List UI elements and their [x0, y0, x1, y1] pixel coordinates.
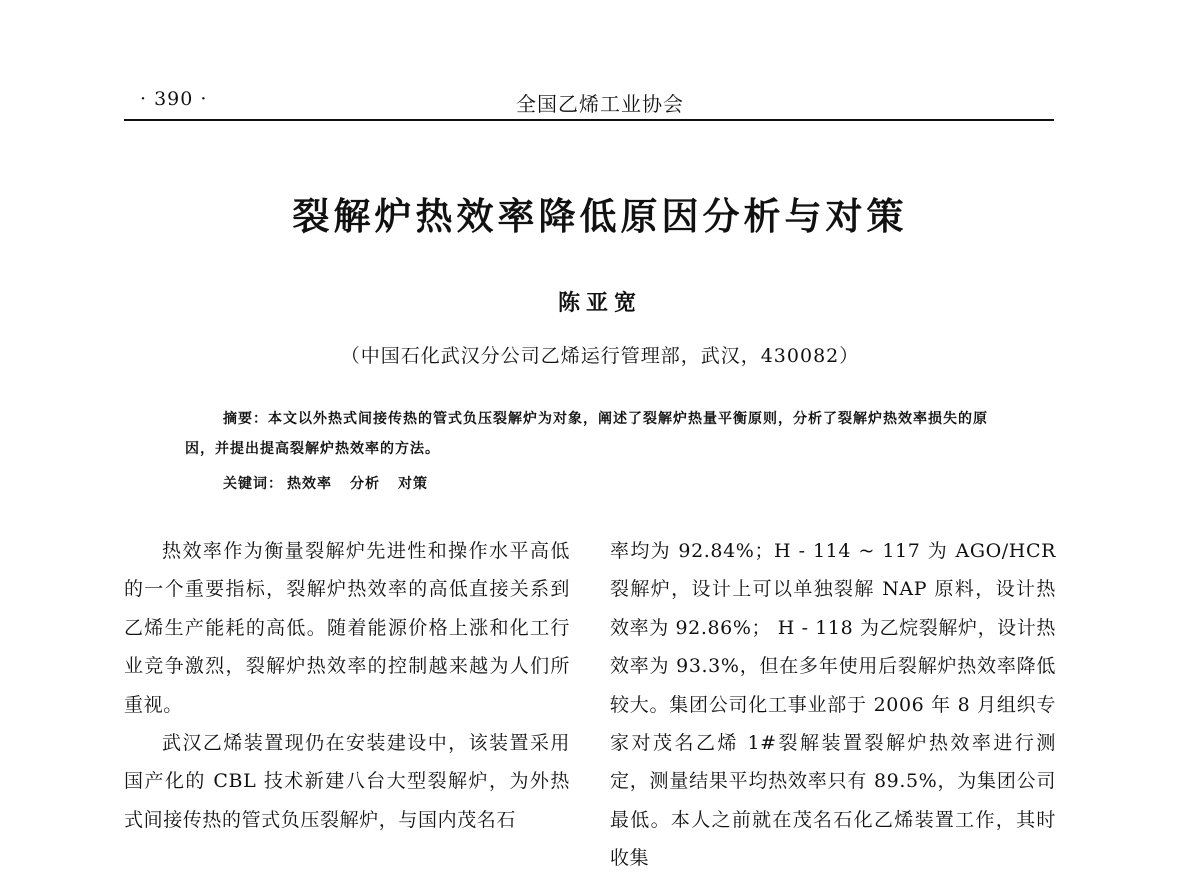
keyword-item: 对策 — [398, 476, 428, 492]
keywords-label: 关键词： — [223, 476, 283, 492]
paper-title: 裂解炉热效率降低原因分析与对策 — [292, 195, 908, 238]
keyword-item: 热效率 — [287, 476, 332, 492]
journal-name: 全国乙烯工业协会 — [516, 92, 684, 116]
abstract — [185, 404, 1015, 464]
body-paragraph: 热效率作为衡量裂解炉先进性和操作水平高低的一个重要指标，裂解炉热效率的高低直接关系到乙烯生产能耗的高低。随着能源价格上涨和化工行业竞争激烈，裂解炉热效率的控制越来越为人们所重视。 — [124, 540, 570, 716]
body-paragraph: 武汉乙烯装置现仍在安装建设中，该装置采用国产化的 CBL 技术新建八台大型裂解炉，为外热式间接传热的管式负压裂解炉，与国内茂名石 — [124, 732, 570, 831]
keyword-item: 分析 — [350, 476, 380, 492]
body-paragraph: 率均为 92.84%；H - 114 ~ 117 为 AGO/HCR 裂解炉，设计上可以单独裂解 NAP 原料，设计热效率为 92.86%； H - 118 为乙烷裂解炉，设计热效率为 93.3%，但在多年使用后裂解炉热效率降低较大。集团公司化工事业部于 2006 年 8 月组织专家对茂名乙烯 1#裂解装置裂解炉热效率进行测定，测量结果平均热效率只有 89.5%，为集团公司最低。本人之前就在茂名石化乙烯装置工作，其时收集 — [610, 540, 1056, 870]
header-rule — [124, 119, 1054, 121]
author-name: 陈亚宽 — [557, 290, 642, 316]
abstract-text: 本文以外热式间接传热的管式负压裂解炉为对象，阐述了裂解炉热量平衡原则，分析了裂解炉热效率损失的原因，并提出提高裂解炉热效率的方法。 — [185, 411, 988, 457]
body-column-right — [610, 532, 1056, 878]
page-number: · 390 · — [140, 88, 208, 110]
author-affiliation: （中国石化武汉分公司乙烯运行管理部，武汉，430082） — [340, 345, 860, 367]
abstract-label: 摘要： — [223, 411, 268, 427]
body-column-left — [124, 532, 570, 839]
keywords — [223, 473, 446, 493]
